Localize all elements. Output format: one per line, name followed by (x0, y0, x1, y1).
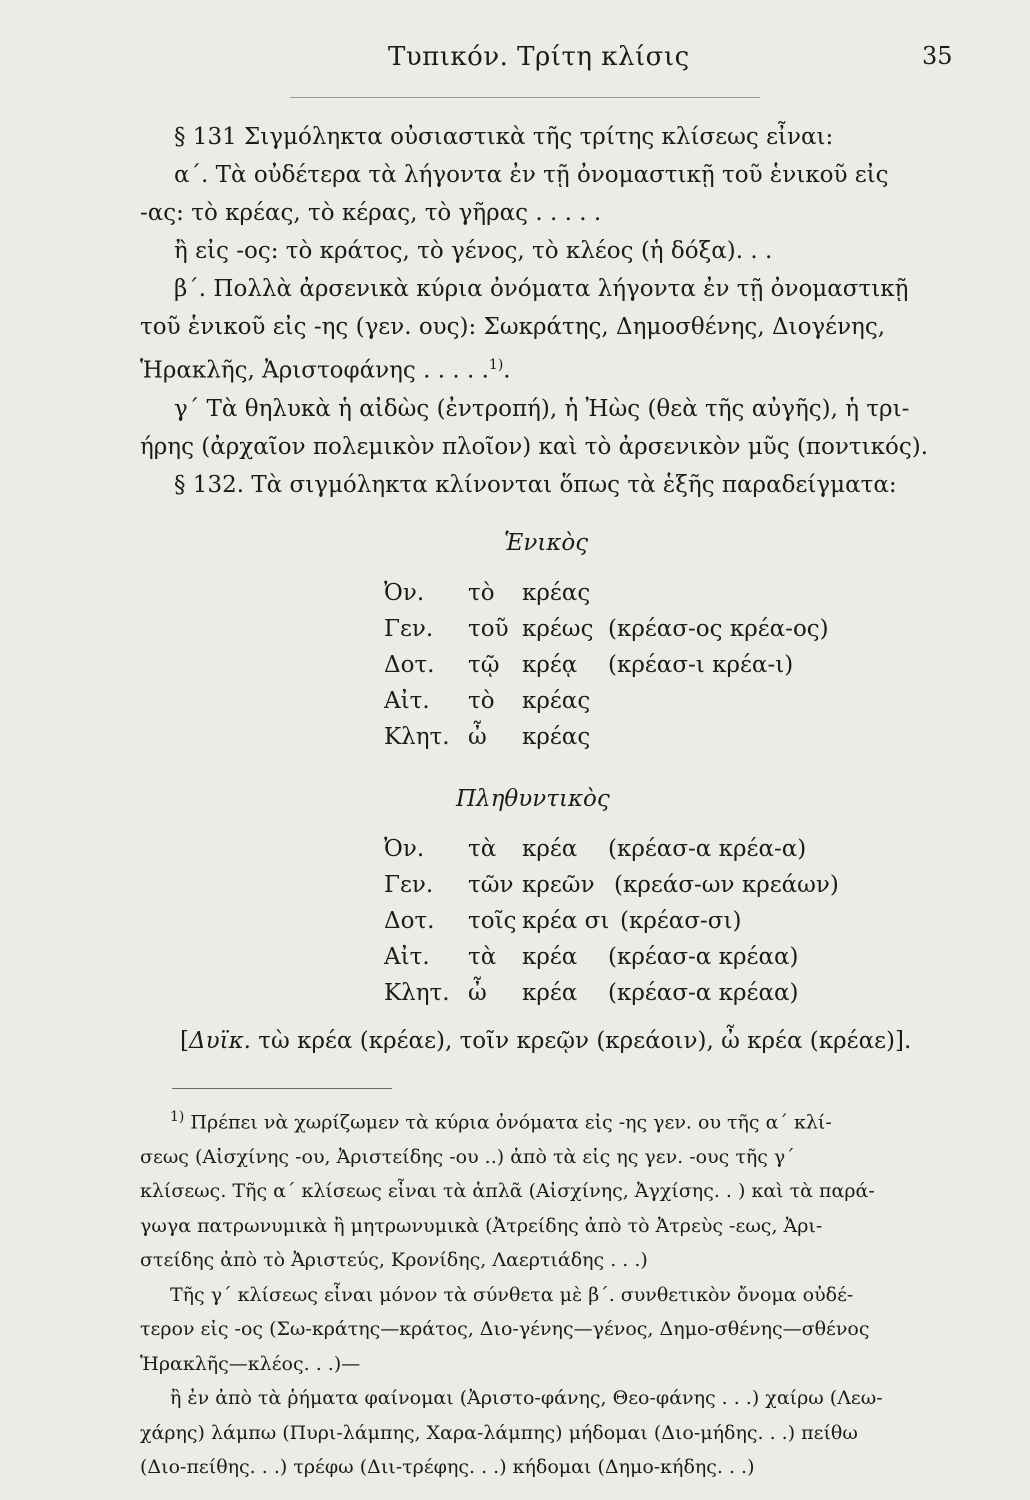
noun-form: κρεῶν (522, 872, 595, 898)
article: τῷ (468, 652, 500, 678)
dual-forms (180, 1028, 911, 1054)
noun-form: κρέᾳ (522, 652, 578, 678)
case-label: Αἰτ. (384, 688, 430, 714)
case-label: Γεν. (384, 616, 434, 642)
footnote-line-1: Πρέπει νὰ χωρίζωμεν τὰ κύρια ὀνόματα εἰς -ης γεν. ου τῆς α΄ κλί- (184, 1111, 832, 1134)
item-gamma-line-1: γ΄ Τὰ θηλυκὰ ἡ αἰδὼς (ἐντροπή), ἡ Ἠὼς (θεὰ τῆς αὐγῆς), ἡ τρι- (174, 395, 910, 422)
singular-heading: Ἑνικὸς (504, 530, 589, 556)
article: ὦ (468, 724, 487, 750)
footnote-line-11: (Διο-πείθης. . .) τρέφω (Διι-τρέφης. . .) κήδομαι (Δημο-κήδης. . .) (140, 1456, 755, 1479)
original-form: (κρέασ-α κρέαα) (608, 980, 799, 1006)
original-form: (κρέασ-ος κρέα-ος) (608, 616, 829, 642)
footnote-line-2: σεως (Αἰσχίνης -ου, Ἀριστείδης -ου ..) ἀπὸ τὰ εἰς ης γεν. -ους τῆς γ΄ (140, 1145, 795, 1168)
dual-open-bracket: [ (180, 1028, 189, 1054)
footnote-line (140, 1100, 960, 1140)
article: τὸ (468, 688, 495, 714)
footnote-line-6: Τῆς γ΄ κλίσεως εἶναι μόνον τὰ σύνθετα μὲ β΄. συνθετικὸν ὄνομα οὐδέ- (170, 1283, 854, 1306)
header-rule (290, 97, 760, 98)
case-label: Γεν. (384, 872, 434, 898)
item-beta-line-3 (140, 346, 960, 390)
section-131-heading: § 131 Σιγμόληκτα οὐσιαστικὰ τῆς τρίτης κλίσεως εἶναι: (174, 124, 834, 150)
noun-form: κρέα (522, 980, 578, 1006)
plural-heading: Πληθυντικὸς (456, 786, 610, 812)
section-132-heading: § 132. Τὰ σιγμόληκτα κλίνονται ὅπως τὰ ἑξῆς παραδείγματα: (174, 471, 897, 498)
noun-form: κρέως (522, 616, 594, 642)
beta-names: Ἡρακλῆς, Ἀριστοφάνης . . . . . (140, 357, 489, 384)
original-form: (κρέασ-α κρέα-α) (608, 836, 807, 862)
item-alpha-line-1: α΄. Τὰ οὐδέτερα τὰ λήγοντα ἐν τῇ ὀνομαστικῇ τοῦ ἑνικοῦ εἰς (174, 162, 889, 188)
main-text (140, 118, 960, 504)
footnote-rule (172, 1088, 392, 1089)
item-beta-line-1: β΄. Πολλὰ ἀρσενικὰ κύρια ὀνόματα λήγοντα ἐν τῇ ὀνομαστικῇ (174, 276, 909, 302)
case-label: Κλητ. (384, 724, 450, 750)
case-label: Αἰτ. (384, 944, 430, 970)
noun-form: κρέα (522, 836, 578, 862)
article: τοῖς (468, 908, 517, 934)
footnote-ref: 1) (488, 357, 504, 373)
case-label: Κλητ. (384, 980, 450, 1006)
article: τὰ (468, 944, 497, 970)
original-form: (κρέασ-σι) (620, 908, 742, 934)
case-label: Ὀν. (384, 836, 425, 862)
article: τοῦ (468, 616, 509, 642)
running-header (0, 42, 1030, 82)
footnote-line-5: στείδης ἀπὸ τὸ Ἀριστεύς, Κρονίδης, Λαερτιάδης . . .) (140, 1249, 648, 1272)
article: τὰ (468, 836, 497, 862)
footnote-line-4: γωγα πατρωνυμικὰ ἢ μητρωνυμικὰ (Ἀτρείδης ἀπὸ τὸ Ἀτρεὺς -εως, Ἀρι- (140, 1214, 823, 1237)
noun-form: κρέας (522, 688, 591, 714)
case-label: Δοτ. (384, 652, 435, 678)
dual-label: Δυϊκ. (188, 1028, 251, 1054)
item-alpha-line-2: -ας: τὸ κρέας, τὸ κέρας, τὸ γῆρας . . . . . (140, 200, 602, 226)
footnote-line-10: χάρης) λάμπω (Πυρι-λάμπης, Χαρα-λάμπης) μήδομαι (Διο-μήδης. . .) πείθω (140, 1421, 858, 1444)
noun-form: κρέας (522, 724, 591, 750)
original-form: (κρέασ-α κρέαα) (608, 944, 799, 970)
page-number: 35 (922, 42, 953, 70)
footnote-marker: 1) (170, 1109, 185, 1125)
original-form: (κρεάσ-ων κρεάων) (614, 872, 839, 898)
noun-form: κρέα σι (522, 908, 610, 934)
article: ὦ (468, 980, 487, 1006)
item-alpha-line-3: ἢ εἰς -ος: τὸ κράτος, τὸ γένος, τὸ κλέος (ἡ δόξα). . . (174, 238, 773, 264)
case-label: Ὀν. (384, 580, 425, 606)
dual-text: τὼ κρέα (κρέαε), τοῖν κρεῷν (κρεάοιν), ὦ κρέα (κρέαε)]. (251, 1028, 912, 1054)
original-form: (κρέασ-ι κρέα-ι) (608, 652, 794, 678)
beta-end: . (503, 357, 511, 384)
footnote-line-3: κλίσεως. Τῆς α΄ κλίσεως εἶναι τὰ ἁπλᾶ (Αἰσχίνης, Ἀγχίσης. . ) καὶ τὰ παρά- (140, 1180, 875, 1203)
footnote-line-7: τερον εἰς -ος (Σω-κράτης—κράτος, Διο-γένης—γένος, Δημο-σθένης—σθένος (140, 1318, 870, 1341)
running-title: Τυπικόν. Τρίτη κλίσις (388, 42, 690, 72)
footnote (140, 1100, 960, 1485)
article: τὸ (468, 580, 495, 606)
footnote-line-8: Ἡρακλῆς—κλέος. . .)— (140, 1352, 361, 1375)
item-gamma-line-2: ήρης (ἀρχαῖον πολεμικὸν πλοῖον) καὶ τὸ ἀρσενικὸν μῦς (ποντικός). (140, 433, 929, 460)
footnote-line-9: ἢ ἐν ἀπὸ τὰ ῥήματα φαίνομαι (Ἀριστο-φάνης, Θεο-φάνης . . .) χαίρω (Λεω- (170, 1387, 883, 1410)
noun-form: κρέας (522, 580, 591, 606)
noun-form: κρέα (522, 944, 578, 970)
case-label: Δοτ. (384, 908, 435, 934)
item-beta-line-2: τοῦ ἑνικοῦ εἰς -ης (γεν. ους): Σωκράτης, Δημοσθένης, Διογένης, (140, 314, 886, 340)
article: τῶν (468, 872, 514, 898)
